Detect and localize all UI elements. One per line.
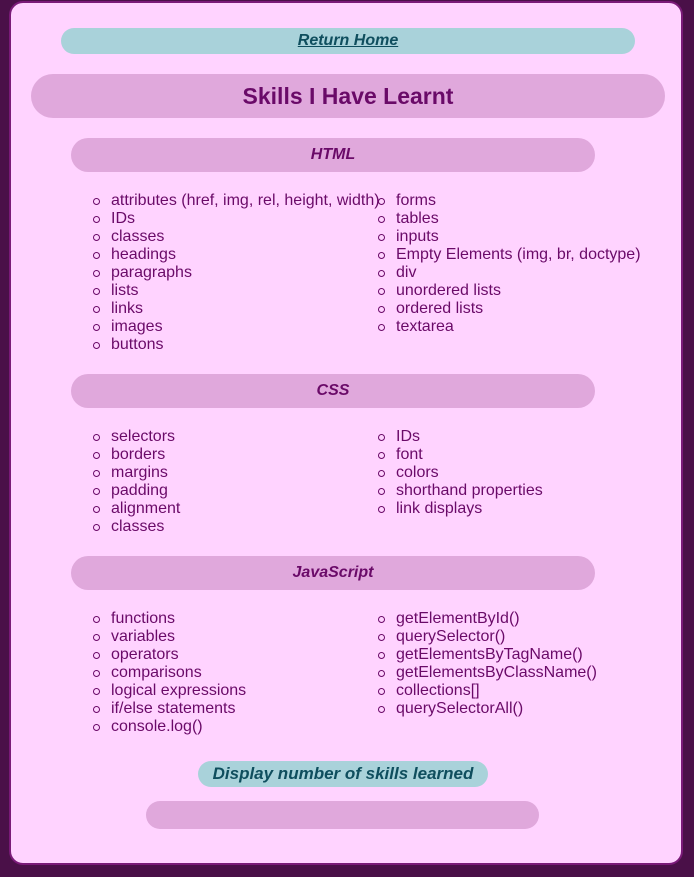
skill-item: headings <box>93 246 380 264</box>
skill-item: getElementsByTagName() <box>378 646 597 664</box>
skill-item: textarea <box>378 318 641 336</box>
skill-item: if/else statements <box>93 700 246 718</box>
display-skills-count-button[interactable]: Display number of skills learned <box>198 761 488 787</box>
html-skills-right <box>378 192 641 336</box>
skill-item: classes <box>93 228 380 246</box>
skill-item: IDs <box>93 210 380 228</box>
skill-item: link displays <box>378 500 543 518</box>
skill-item: buttons <box>93 336 380 354</box>
skill-item: font <box>378 446 543 464</box>
skill-item: images <box>93 318 380 336</box>
page-title: Skills I Have Learnt <box>31 74 665 118</box>
skill-item: unordered lists <box>378 282 641 300</box>
skill-item: ordered lists <box>378 300 641 318</box>
skill-item: querySelector() <box>378 628 597 646</box>
skill-item: borders <box>93 446 180 464</box>
skill-item: margins <box>93 464 180 482</box>
skill-item: console.log() <box>93 718 246 736</box>
skill-item: inputs <box>378 228 641 246</box>
skill-item: padding <box>93 482 180 500</box>
skill-item: getElementById() <box>378 610 597 628</box>
skill-item: paragraphs <box>93 264 380 282</box>
skill-item: shorthand properties <box>378 482 543 500</box>
skill-item: forms <box>378 192 641 210</box>
skill-item: variables <box>93 628 246 646</box>
return-home-link[interactable]: Return Home <box>297 32 399 49</box>
skill-item: querySelectorAll() <box>378 700 597 718</box>
skill-item: Empty Elements (img, br, doctype) <box>378 246 641 264</box>
skill-item: colors <box>378 464 543 482</box>
skill-item: selectors <box>93 428 180 446</box>
skill-item: tables <box>378 210 641 228</box>
skill-item: functions <box>93 610 246 628</box>
html-skills-left <box>93 192 380 354</box>
home-bar <box>61 28 635 54</box>
skills-count-output <box>146 801 539 829</box>
skill-item: operators <box>93 646 246 664</box>
section-heading-css: CSS <box>71 374 595 408</box>
skill-item: attributes (href, img, rel, height, width) <box>93 192 380 210</box>
skill-item: div <box>378 264 641 282</box>
css-skills-left <box>93 428 180 536</box>
skill-item: alignment <box>93 500 180 518</box>
skill-item: links <box>93 300 380 318</box>
skill-item: classes <box>93 518 180 536</box>
skill-item: IDs <box>378 428 543 446</box>
javascript-skills-left <box>93 610 246 736</box>
javascript-skills-right <box>378 610 597 718</box>
section-heading-javascript: JavaScript <box>71 556 595 590</box>
css-skills-right <box>378 428 543 518</box>
skill-item: logical expressions <box>93 682 246 700</box>
page-container <box>9 1 683 865</box>
skill-item: comparisons <box>93 664 246 682</box>
skill-item: collections[] <box>378 682 597 700</box>
skill-item: getElementsByClassName() <box>378 664 597 682</box>
section-heading-html: HTML <box>71 138 595 172</box>
skill-item: lists <box>93 282 380 300</box>
